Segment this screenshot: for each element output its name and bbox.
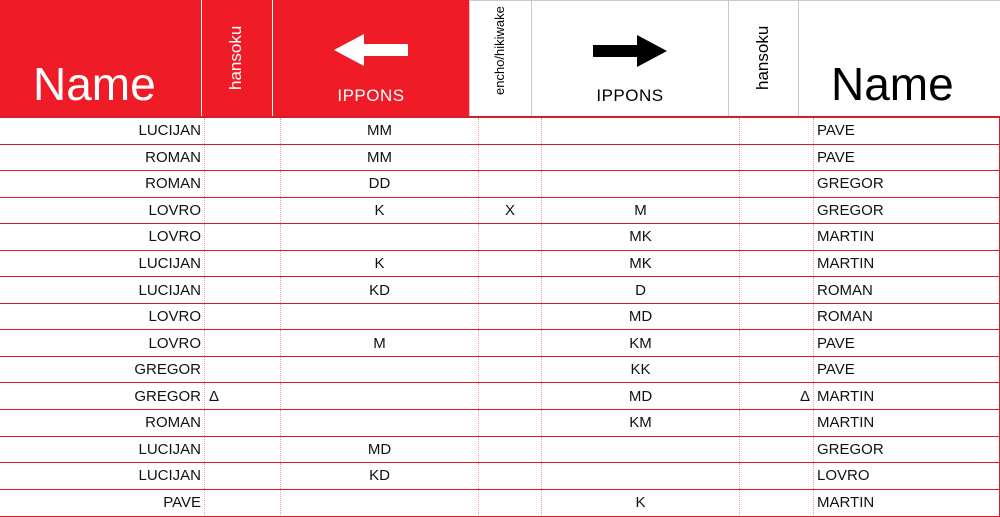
right-ippons-cell[interactable] xyxy=(542,171,740,198)
right-hansoku-cell[interactable] xyxy=(740,330,814,357)
right-ippons-cell[interactable]: KM xyxy=(542,410,740,437)
left-ippons-cell[interactable]: K xyxy=(281,250,479,277)
left-ippons-cell[interactable]: KD xyxy=(281,277,479,304)
table-row xyxy=(0,250,1000,277)
right-name-cell[interactable]: PAVE xyxy=(814,144,1000,171)
header-right-hansoku xyxy=(728,0,798,116)
table-row xyxy=(0,117,1000,144)
encho-cell[interactable] xyxy=(479,171,542,198)
left-name-cell[interactable]: LOVRO xyxy=(0,197,205,224)
right-name-cell[interactable]: PAVE xyxy=(814,117,1000,144)
left-hansoku-cell[interactable] xyxy=(205,197,281,224)
right-ippons-cell[interactable] xyxy=(542,463,740,490)
table-row xyxy=(0,383,1000,410)
right-name-cell[interactable]: PAVE xyxy=(814,330,1000,357)
encho-cell[interactable] xyxy=(479,383,542,410)
right-ippons-cell[interactable]: KM xyxy=(542,330,740,357)
left-ippons-cell[interactable] xyxy=(281,383,479,410)
left-ippons-cell[interactable] xyxy=(281,410,479,437)
table-row xyxy=(0,277,1000,304)
header-left-name xyxy=(0,0,201,116)
left-ippons-cell[interactable]: M xyxy=(281,330,479,357)
table-row xyxy=(0,224,1000,251)
left-hansoku-cell[interactable] xyxy=(205,303,281,330)
header-right-ippons xyxy=(531,0,728,116)
left-ippons-cell[interactable] xyxy=(281,224,479,251)
right-ippons-cell[interactable]: MK xyxy=(542,250,740,277)
left-ippons-cell[interactable] xyxy=(281,489,479,515)
left-ippons-cell[interactable]: MM xyxy=(281,144,479,171)
left-hansoku-cell[interactable]: Δ xyxy=(205,383,281,410)
table-row xyxy=(0,303,1000,330)
left-hansoku-cell[interactable] xyxy=(205,144,281,171)
encho-cell[interactable] xyxy=(479,330,542,357)
left-name-cell[interactable]: LUCIJAN xyxy=(0,463,205,490)
encho-cell[interactable] xyxy=(479,436,542,463)
right-name-cell[interactable]: ROMAN xyxy=(814,277,1000,304)
right-name-cell[interactable]: GREGOR xyxy=(814,436,1000,463)
left-hansoku-heading: hansoku xyxy=(226,25,245,90)
left-name-cell[interactable]: GREGOR xyxy=(0,383,205,410)
header-left-ippons xyxy=(272,0,469,116)
left-name-heading: Name xyxy=(33,58,156,110)
table-row xyxy=(0,489,1000,515)
left-name-cell[interactable]: LUCIJAN xyxy=(0,436,205,463)
encho-cell[interactable]: X xyxy=(479,197,542,224)
table-row xyxy=(0,144,1000,171)
right-ippons-cell[interactable] xyxy=(542,144,740,171)
right-hansoku-cell[interactable] xyxy=(740,463,814,490)
left-hansoku-cell[interactable] xyxy=(205,224,281,251)
left-name-cell[interactable]: LUCIJAN xyxy=(0,117,205,144)
right-ippons-cell[interactable]: KK xyxy=(542,356,740,383)
right-ippons-cell[interactable] xyxy=(542,117,740,144)
right-hansoku-cell[interactable] xyxy=(740,250,814,277)
left-hansoku-cell[interactable] xyxy=(205,250,281,277)
encho-cell[interactable] xyxy=(479,356,542,383)
left-ippons-cell[interactable]: DD xyxy=(281,171,479,198)
encho-cell[interactable] xyxy=(479,144,542,171)
left-name-cell[interactable]: LOVRO xyxy=(0,224,205,251)
table-row xyxy=(0,330,1000,357)
encho-cell[interactable] xyxy=(479,303,542,330)
left-name-cell[interactable]: ROMAN xyxy=(0,144,205,171)
left-hansoku-cell[interactable] xyxy=(205,356,281,383)
right-hansoku-cell[interactable] xyxy=(740,436,814,463)
left-ippons-cell[interactable]: MD xyxy=(281,436,479,463)
right-ippons-cell[interactable]: MK xyxy=(542,224,740,251)
right-name-cell[interactable]: ROMAN xyxy=(814,303,1000,330)
arrow-left-icon xyxy=(334,34,408,66)
left-name-cell[interactable]: GREGOR xyxy=(0,356,205,383)
left-name-cell[interactable]: LUCIJAN xyxy=(0,277,205,304)
right-ippons-cell[interactable]: MD xyxy=(542,303,740,330)
left-ippons-heading: IPPONS xyxy=(337,86,405,105)
table-row xyxy=(0,171,1000,198)
table-row xyxy=(0,356,1000,383)
encho-cell[interactable] xyxy=(479,463,542,490)
left-name-cell[interactable]: ROMAN xyxy=(0,410,205,437)
encho-cell[interactable] xyxy=(479,410,542,437)
left-ippons-cell[interactable]: MM xyxy=(281,117,479,144)
right-ippons-cell[interactable] xyxy=(542,436,740,463)
left-hansoku-cell[interactable] xyxy=(205,330,281,357)
encho-cell[interactable] xyxy=(479,117,542,144)
left-name-cell[interactable]: LOVRO xyxy=(0,330,205,357)
encho-cell[interactable] xyxy=(479,277,542,304)
right-hansoku-cell[interactable] xyxy=(740,410,814,437)
encho-cell[interactable] xyxy=(479,489,542,515)
left-name-cell[interactable]: PAVE xyxy=(0,489,205,515)
right-name-cell[interactable]: MARTIN xyxy=(814,383,1000,410)
arrow-right-icon xyxy=(593,35,667,67)
right-name-cell[interactable]: MARTIN xyxy=(814,250,1000,277)
left-hansoku-cell[interactable] xyxy=(205,277,281,304)
table-row xyxy=(0,410,1000,437)
left-ippons-cell[interactable]: K xyxy=(281,197,479,224)
right-hansoku-cell[interactable] xyxy=(740,171,814,198)
right-hansoku-cell[interactable] xyxy=(740,117,814,144)
encho-heading: encho/hikiwake xyxy=(491,6,507,95)
right-ippons-cell[interactable]: D xyxy=(542,277,740,304)
right-ippons-heading: IPPONS xyxy=(596,86,664,105)
right-ippons-cell[interactable]: M xyxy=(542,197,740,224)
right-name-cell[interactable]: GREGOR xyxy=(814,171,1000,198)
left-name-cell[interactable]: LUCIJAN xyxy=(0,250,205,277)
encho-cell[interactable] xyxy=(479,250,542,277)
left-hansoku-cell[interactable] xyxy=(205,410,281,437)
right-hansoku-cell[interactable] xyxy=(740,356,814,383)
right-hansoku-cell[interactable] xyxy=(740,224,814,251)
right-name-cell[interactable]: MARTIN xyxy=(814,224,1000,251)
left-hansoku-cell[interactable] xyxy=(205,117,281,144)
encho-cell[interactable] xyxy=(479,224,542,251)
right-hansoku-cell[interactable] xyxy=(740,303,814,330)
header-encho xyxy=(469,0,531,116)
table-row xyxy=(0,463,1000,490)
left-hansoku-cell[interactable] xyxy=(205,171,281,198)
right-hansoku-cell[interactable] xyxy=(740,277,814,304)
right-name-cell[interactable]: MARTIN xyxy=(814,410,1000,437)
table-row xyxy=(0,436,1000,463)
left-hansoku-cell[interactable] xyxy=(205,436,281,463)
bouts-table xyxy=(0,116,1000,515)
right-name-cell[interactable]: LOVRO xyxy=(814,463,1000,490)
left-name-cell[interactable]: LOVRO xyxy=(0,303,205,330)
right-hansoku-cell[interactable]: Δ xyxy=(740,383,814,410)
header-right-name xyxy=(798,0,1000,116)
right-hansoku-cell[interactable] xyxy=(740,489,814,515)
right-name-heading: Name xyxy=(831,58,954,110)
right-hansoku-cell[interactable] xyxy=(740,197,814,224)
header-left-hansoku xyxy=(201,0,272,116)
left-hansoku-cell[interactable] xyxy=(205,463,281,490)
right-hansoku-cell[interactable] xyxy=(740,144,814,171)
left-ippons-cell[interactable] xyxy=(281,303,479,330)
left-name-cell[interactable]: ROMAN xyxy=(0,171,205,198)
left-ippons-cell[interactable] xyxy=(281,356,479,383)
right-name-cell[interactable]: GREGOR xyxy=(814,197,1000,224)
table-row xyxy=(0,197,1000,224)
left-hansoku-cell[interactable] xyxy=(205,489,281,515)
right-hansoku-heading: hansoku xyxy=(752,25,772,90)
right-ippons-cell[interactable]: K xyxy=(542,489,740,515)
left-ippons-cell[interactable]: KD xyxy=(281,463,479,490)
right-name-cell[interactable]: MARTIN xyxy=(814,489,1000,515)
right-name-cell[interactable]: PAVE xyxy=(814,356,1000,383)
right-ippons-cell[interactable]: MD xyxy=(542,383,740,410)
